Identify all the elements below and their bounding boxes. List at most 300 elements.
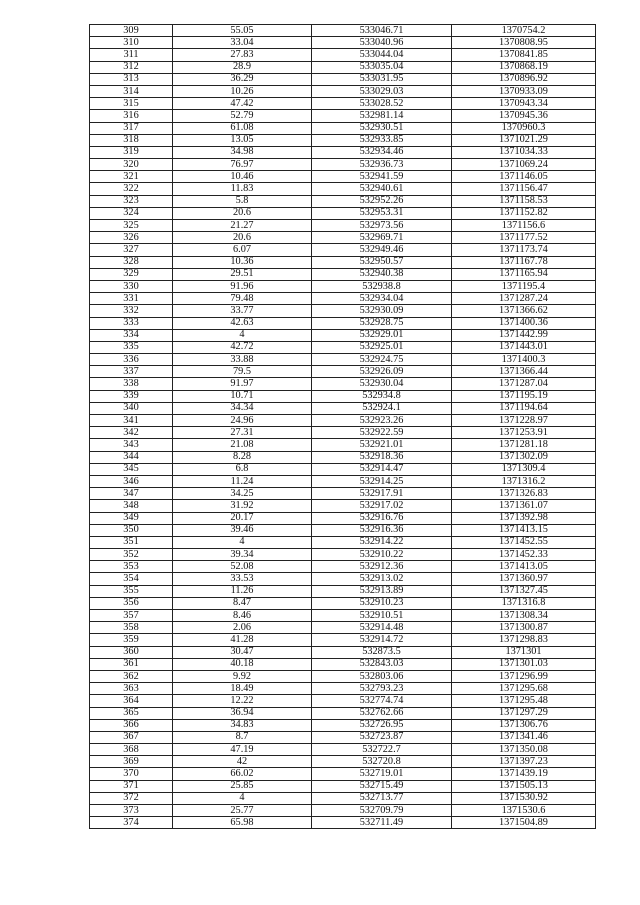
table-row	[90, 488, 596, 500]
table-row	[90, 707, 596, 719]
distance-cell: 27.31	[173, 427, 312, 439]
distance-cell: 2.06	[173, 622, 312, 634]
distance-cell: 24.96	[173, 415, 312, 427]
x-coordinate-cell: 532726.95	[312, 719, 452, 731]
distance-cell: 21.27	[173, 220, 312, 232]
x-coordinate-cell: 532936.73	[312, 159, 452, 171]
point-number-cell: 361	[90, 658, 173, 670]
y-coordinate-cell: 1371366.44	[452, 366, 596, 378]
y-coordinate-cell: 1371177.52	[452, 232, 596, 244]
y-coordinate-cell: 1371309.4	[452, 463, 596, 475]
y-coordinate-cell: 1371397.23	[452, 756, 596, 768]
point-number-cell: 362	[90, 670, 173, 682]
x-coordinate-cell: 532914.47	[312, 463, 452, 475]
y-coordinate-cell: 1371152.82	[452, 207, 596, 219]
point-number-cell: 342	[90, 427, 173, 439]
table-row	[90, 159, 596, 171]
distance-cell: 40.18	[173, 658, 312, 670]
y-coordinate-cell: 1371287.04	[452, 378, 596, 390]
distance-cell: 18.49	[173, 683, 312, 695]
x-coordinate-cell: 532873.5	[312, 646, 452, 658]
point-number-cell: 363	[90, 683, 173, 695]
table-row	[90, 451, 596, 463]
y-coordinate-cell: 1371287.24	[452, 293, 596, 305]
point-number-cell: 364	[90, 695, 173, 707]
y-coordinate-cell: 1370868.19	[452, 61, 596, 73]
x-coordinate-cell: 532921.01	[312, 439, 452, 451]
x-coordinate-cell: 532762.66	[312, 707, 452, 719]
point-number-cell: 346	[90, 475, 173, 487]
y-coordinate-cell: 1371302.09	[452, 451, 596, 463]
table-row	[90, 512, 596, 524]
x-coordinate-cell: 532917.91	[312, 488, 452, 500]
table-row	[90, 329, 596, 341]
point-number-cell: 349	[90, 512, 173, 524]
y-coordinate-cell: 1370808.95	[452, 37, 596, 49]
point-number-cell: 310	[90, 37, 173, 49]
table-row	[90, 744, 596, 756]
x-coordinate-cell: 532914.48	[312, 622, 452, 634]
table-row	[90, 634, 596, 646]
table-row	[90, 756, 596, 768]
point-number-cell: 339	[90, 390, 173, 402]
y-coordinate-cell: 1371306.76	[452, 719, 596, 731]
x-coordinate-cell: 533031.95	[312, 73, 452, 85]
y-coordinate-cell: 1371296.99	[452, 670, 596, 682]
point-number-cell: 318	[90, 134, 173, 146]
point-number-cell: 356	[90, 597, 173, 609]
y-coordinate-cell: 1370841.85	[452, 49, 596, 61]
x-coordinate-cell: 532720.8	[312, 756, 452, 768]
distance-cell: 4	[173, 329, 312, 341]
point-number-cell: 350	[90, 524, 173, 536]
distance-cell: 30.47	[173, 646, 312, 658]
distance-cell: 76.97	[173, 159, 312, 171]
x-coordinate-cell: 532711.49	[312, 817, 452, 829]
distance-cell: 79.48	[173, 293, 312, 305]
distance-cell: 34.83	[173, 719, 312, 731]
point-number-cell: 323	[90, 195, 173, 207]
table-row	[90, 49, 596, 61]
table-row	[90, 61, 596, 73]
distance-cell: 55.05	[173, 25, 312, 37]
distance-cell: 52.08	[173, 561, 312, 573]
point-number-cell: 330	[90, 280, 173, 292]
table-row	[90, 390, 596, 402]
point-number-cell: 331	[90, 293, 173, 305]
table-row	[90, 354, 596, 366]
point-number-cell: 322	[90, 183, 173, 195]
y-coordinate-cell: 1371413.15	[452, 524, 596, 536]
distance-cell: 9.92	[173, 670, 312, 682]
x-coordinate-cell: 532930.51	[312, 122, 452, 134]
distance-cell: 13.05	[173, 134, 312, 146]
table-row	[90, 110, 596, 122]
x-coordinate-cell: 532953.31	[312, 207, 452, 219]
distance-cell: 28.9	[173, 61, 312, 73]
distance-cell: 33.77	[173, 305, 312, 317]
y-coordinate-cell: 1371316.2	[452, 475, 596, 487]
distance-cell: 8.28	[173, 451, 312, 463]
y-coordinate-cell: 1371146.05	[452, 171, 596, 183]
point-number-cell: 359	[90, 634, 173, 646]
distance-cell: 10.71	[173, 390, 312, 402]
point-number-cell: 345	[90, 463, 173, 475]
table-row	[90, 463, 596, 475]
y-coordinate-cell: 1370754.2	[452, 25, 596, 37]
point-number-cell: 315	[90, 98, 173, 110]
y-coordinate-cell: 1371530.6	[452, 805, 596, 817]
point-number-cell: 348	[90, 500, 173, 512]
table-row	[90, 25, 596, 37]
y-coordinate-cell: 1371504.89	[452, 817, 596, 829]
x-coordinate-cell: 532916.36	[312, 524, 452, 536]
table-body	[90, 25, 596, 829]
y-coordinate-cell: 1371452.33	[452, 549, 596, 561]
y-coordinate-cell: 1370945.36	[452, 110, 596, 122]
y-coordinate-cell: 1371173.74	[452, 244, 596, 256]
y-coordinate-cell: 1370960.3	[452, 122, 596, 134]
table-row	[90, 524, 596, 536]
point-number-cell: 321	[90, 171, 173, 183]
x-coordinate-cell: 532803.06	[312, 670, 452, 682]
coordinate-table	[89, 24, 596, 829]
distance-cell: 34.25	[173, 488, 312, 500]
table-row	[90, 98, 596, 110]
y-coordinate-cell: 1371298.83	[452, 634, 596, 646]
x-coordinate-cell: 532723.87	[312, 731, 452, 743]
table-row	[90, 792, 596, 804]
x-coordinate-cell: 532950.57	[312, 256, 452, 268]
distance-cell: 11.26	[173, 585, 312, 597]
point-number-cell: 326	[90, 232, 173, 244]
table-row	[90, 427, 596, 439]
x-coordinate-cell: 532981.14	[312, 110, 452, 122]
point-number-cell: 335	[90, 341, 173, 353]
y-coordinate-cell: 1371295.68	[452, 683, 596, 695]
y-coordinate-cell: 1371297.29	[452, 707, 596, 719]
y-coordinate-cell: 1370896.92	[452, 73, 596, 85]
table-row	[90, 220, 596, 232]
y-coordinate-cell: 1371301	[452, 646, 596, 658]
point-number-cell: 316	[90, 110, 173, 122]
point-number-cell: 334	[90, 329, 173, 341]
table-row	[90, 719, 596, 731]
point-number-cell: 373	[90, 805, 173, 817]
x-coordinate-cell: 532940.61	[312, 183, 452, 195]
y-coordinate-cell: 1371156.47	[452, 183, 596, 195]
point-number-cell: 360	[90, 646, 173, 658]
table-row	[90, 207, 596, 219]
point-number-cell: 333	[90, 317, 173, 329]
distance-cell: 47.19	[173, 744, 312, 756]
distance-cell: 6.07	[173, 244, 312, 256]
table-row	[90, 561, 596, 573]
x-coordinate-cell: 533044.04	[312, 49, 452, 61]
y-coordinate-cell: 1371400.36	[452, 317, 596, 329]
point-number-cell: 371	[90, 780, 173, 792]
distance-cell: 39.34	[173, 549, 312, 561]
point-number-cell: 313	[90, 73, 173, 85]
y-coordinate-cell: 1371326.83	[452, 488, 596, 500]
point-number-cell: 340	[90, 402, 173, 414]
distance-cell: 5.8	[173, 195, 312, 207]
distance-cell: 52.79	[173, 110, 312, 122]
point-number-cell: 327	[90, 244, 173, 256]
x-coordinate-cell: 533028.52	[312, 98, 452, 110]
distance-cell: 47.42	[173, 98, 312, 110]
point-number-cell: 309	[90, 25, 173, 37]
x-coordinate-cell: 532934.8	[312, 390, 452, 402]
y-coordinate-cell: 1371228.97	[452, 415, 596, 427]
x-coordinate-cell: 532910.23	[312, 597, 452, 609]
point-number-cell: 353	[90, 561, 173, 573]
x-coordinate-cell: 532916.76	[312, 512, 452, 524]
table-row	[90, 317, 596, 329]
point-number-cell: 366	[90, 719, 173, 731]
y-coordinate-cell: 1371392.98	[452, 512, 596, 524]
y-coordinate-cell: 1371452.55	[452, 536, 596, 548]
y-coordinate-cell: 1371505.13	[452, 780, 596, 792]
table-row	[90, 305, 596, 317]
x-coordinate-cell: 532928.75	[312, 317, 452, 329]
distance-cell: 27.83	[173, 49, 312, 61]
x-coordinate-cell: 532913.02	[312, 573, 452, 585]
point-number-cell: 357	[90, 610, 173, 622]
x-coordinate-cell: 533046.71	[312, 25, 452, 37]
table-row	[90, 122, 596, 134]
point-number-cell: 319	[90, 146, 173, 158]
table-row	[90, 780, 596, 792]
x-coordinate-cell: 532922.59	[312, 427, 452, 439]
y-coordinate-cell: 1371366.62	[452, 305, 596, 317]
y-coordinate-cell: 1371281.18	[452, 439, 596, 451]
point-number-cell: 365	[90, 707, 173, 719]
x-coordinate-cell: 532914.25	[312, 475, 452, 487]
point-number-cell: 324	[90, 207, 173, 219]
point-number-cell: 367	[90, 731, 173, 743]
y-coordinate-cell: 1370943.34	[452, 98, 596, 110]
point-number-cell: 336	[90, 354, 173, 366]
table-row	[90, 683, 596, 695]
x-coordinate-cell: 532924.1	[312, 402, 452, 414]
distance-cell: 10.36	[173, 256, 312, 268]
x-coordinate-cell: 532793.23	[312, 683, 452, 695]
table-row	[90, 366, 596, 378]
distance-cell: 36.94	[173, 707, 312, 719]
distance-cell: 91.97	[173, 378, 312, 390]
point-number-cell: 312	[90, 61, 173, 73]
x-coordinate-cell: 532938.8	[312, 280, 452, 292]
table-row	[90, 731, 596, 743]
table-row	[90, 195, 596, 207]
x-coordinate-cell: 532715.49	[312, 780, 452, 792]
y-coordinate-cell: 1371361.07	[452, 500, 596, 512]
point-number-cell: 328	[90, 256, 173, 268]
distance-cell: 41.28	[173, 634, 312, 646]
table-row	[90, 585, 596, 597]
y-coordinate-cell: 1371194.64	[452, 402, 596, 414]
x-coordinate-cell: 532722.7	[312, 744, 452, 756]
distance-cell: 34.34	[173, 402, 312, 414]
point-number-cell: 311	[90, 49, 173, 61]
table-row	[90, 341, 596, 353]
x-coordinate-cell: 532933.85	[312, 134, 452, 146]
x-coordinate-cell: 532929.01	[312, 329, 452, 341]
distance-cell: 34.98	[173, 146, 312, 158]
x-coordinate-cell: 532843.03	[312, 658, 452, 670]
table-row	[90, 817, 596, 829]
distance-cell: 6.8	[173, 463, 312, 475]
distance-cell: 21.08	[173, 439, 312, 451]
table-row	[90, 134, 596, 146]
y-coordinate-cell: 1371300.87	[452, 622, 596, 634]
point-number-cell: 317	[90, 122, 173, 134]
table-row	[90, 695, 596, 707]
distance-cell: 25.77	[173, 805, 312, 817]
y-coordinate-cell: 1371301.03	[452, 658, 596, 670]
point-number-cell: 347	[90, 488, 173, 500]
point-number-cell: 332	[90, 305, 173, 317]
x-coordinate-cell: 532913.89	[312, 585, 452, 597]
point-number-cell: 343	[90, 439, 173, 451]
y-coordinate-cell: 1371327.45	[452, 585, 596, 597]
point-number-cell: 337	[90, 366, 173, 378]
y-coordinate-cell: 1371158.53	[452, 195, 596, 207]
distance-cell: 33.04	[173, 37, 312, 49]
x-coordinate-cell: 532940.38	[312, 268, 452, 280]
table-row	[90, 646, 596, 658]
y-coordinate-cell: 1371439.19	[452, 768, 596, 780]
distance-cell: 39.46	[173, 524, 312, 536]
point-number-cell: 344	[90, 451, 173, 463]
distance-cell: 65.98	[173, 817, 312, 829]
point-number-cell: 355	[90, 585, 173, 597]
table-row	[90, 402, 596, 414]
distance-cell: 8.47	[173, 597, 312, 609]
table-row	[90, 622, 596, 634]
table-row	[90, 280, 596, 292]
table-row	[90, 415, 596, 427]
x-coordinate-cell: 532926.09	[312, 366, 452, 378]
point-number-cell: 369	[90, 756, 173, 768]
table-row	[90, 378, 596, 390]
table-row	[90, 85, 596, 97]
y-coordinate-cell: 1371034.33	[452, 146, 596, 158]
distance-cell: 10.46	[173, 171, 312, 183]
x-coordinate-cell: 533029.03	[312, 85, 452, 97]
point-number-cell: 352	[90, 549, 173, 561]
x-coordinate-cell: 532941.59	[312, 171, 452, 183]
distance-cell: 20.17	[173, 512, 312, 524]
distance-cell: 25.85	[173, 780, 312, 792]
table-row	[90, 475, 596, 487]
distance-cell: 20.6	[173, 232, 312, 244]
table-row	[90, 244, 596, 256]
y-coordinate-cell: 1370933.09	[452, 85, 596, 97]
point-number-cell: 358	[90, 622, 173, 634]
y-coordinate-cell: 1371316.8	[452, 597, 596, 609]
table-row	[90, 146, 596, 158]
point-number-cell: 329	[90, 268, 173, 280]
table-row	[90, 536, 596, 548]
y-coordinate-cell: 1371350.08	[452, 744, 596, 756]
y-coordinate-cell: 1371156.6	[452, 220, 596, 232]
x-coordinate-cell: 532969.71	[312, 232, 452, 244]
point-number-cell: 320	[90, 159, 173, 171]
point-number-cell: 372	[90, 792, 173, 804]
y-coordinate-cell: 1371341.46	[452, 731, 596, 743]
point-number-cell: 341	[90, 415, 173, 427]
y-coordinate-cell: 1371413.05	[452, 561, 596, 573]
point-number-cell: 351	[90, 536, 173, 548]
y-coordinate-cell: 1371195.4	[452, 280, 596, 292]
distance-cell: 4	[173, 792, 312, 804]
y-coordinate-cell: 1371442.99	[452, 329, 596, 341]
x-coordinate-cell: 532930.04	[312, 378, 452, 390]
x-coordinate-cell: 532934.46	[312, 146, 452, 158]
x-coordinate-cell: 532925.01	[312, 341, 452, 353]
table-row	[90, 670, 596, 682]
x-coordinate-cell: 532952.26	[312, 195, 452, 207]
x-coordinate-cell: 532918.36	[312, 451, 452, 463]
distance-cell: 33.53	[173, 573, 312, 585]
distance-cell: 11.83	[173, 183, 312, 195]
point-number-cell: 338	[90, 378, 173, 390]
table-row	[90, 268, 596, 280]
point-number-cell: 314	[90, 85, 173, 97]
x-coordinate-cell: 532973.56	[312, 220, 452, 232]
distance-cell: 91.96	[173, 280, 312, 292]
y-coordinate-cell: 1371530.92	[452, 792, 596, 804]
x-coordinate-cell: 532917.02	[312, 500, 452, 512]
x-coordinate-cell: 532910.51	[312, 610, 452, 622]
distance-cell: 11.24	[173, 475, 312, 487]
distance-cell: 66.02	[173, 768, 312, 780]
table-row	[90, 658, 596, 670]
distance-cell: 33.88	[173, 354, 312, 366]
y-coordinate-cell: 1371308.34	[452, 610, 596, 622]
distance-cell: 29.51	[173, 268, 312, 280]
y-coordinate-cell: 1371253.91	[452, 427, 596, 439]
x-coordinate-cell: 533035.04	[312, 61, 452, 73]
table-row	[90, 768, 596, 780]
x-coordinate-cell: 533040.96	[312, 37, 452, 49]
table-row	[90, 171, 596, 183]
table-row	[90, 183, 596, 195]
point-number-cell: 325	[90, 220, 173, 232]
x-coordinate-cell: 532910.22	[312, 549, 452, 561]
x-coordinate-cell: 532912.36	[312, 561, 452, 573]
table-row	[90, 73, 596, 85]
distance-cell: 42.63	[173, 317, 312, 329]
distance-cell: 42.72	[173, 341, 312, 353]
table-row	[90, 805, 596, 817]
distance-cell: 31.92	[173, 500, 312, 512]
x-coordinate-cell: 532713.77	[312, 792, 452, 804]
distance-cell: 12.22	[173, 695, 312, 707]
distance-cell: 4	[173, 536, 312, 548]
distance-cell: 8.46	[173, 610, 312, 622]
x-coordinate-cell: 532934.04	[312, 293, 452, 305]
y-coordinate-cell: 1371021.29	[452, 134, 596, 146]
table-row	[90, 439, 596, 451]
y-coordinate-cell: 1371165.94	[452, 268, 596, 280]
distance-cell: 42	[173, 756, 312, 768]
table-row	[90, 232, 596, 244]
table-row	[90, 37, 596, 49]
distance-cell: 61.08	[173, 122, 312, 134]
